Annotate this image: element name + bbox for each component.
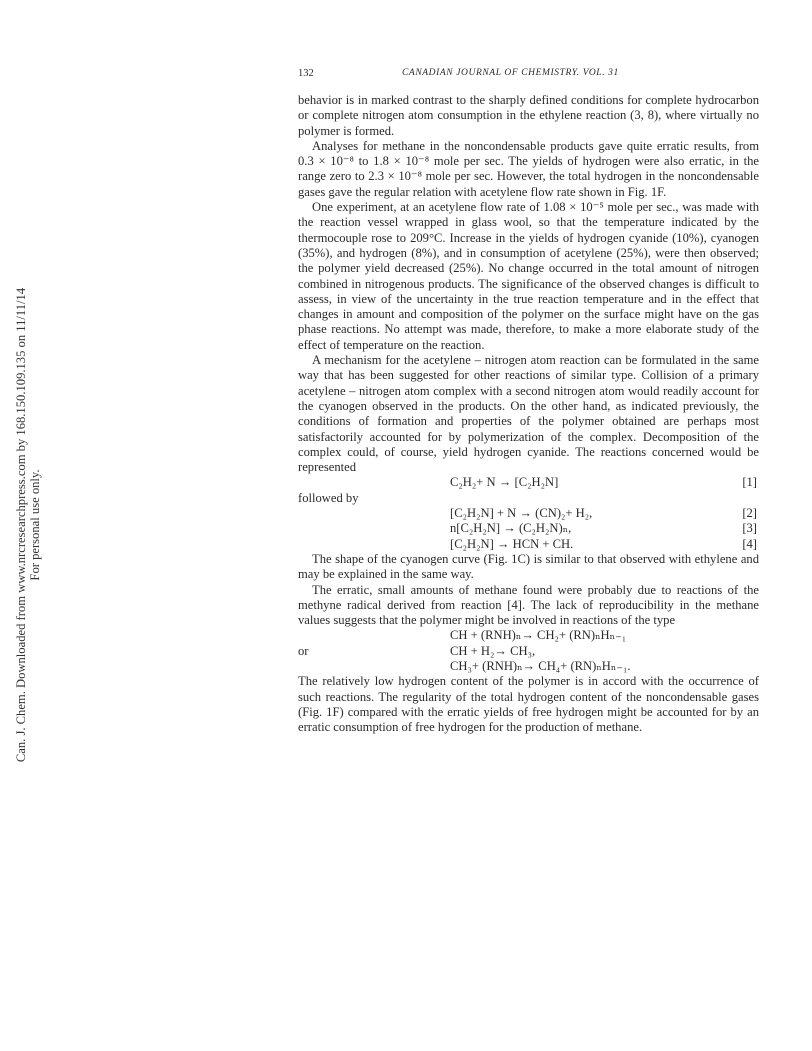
paragraph: The relatively low hydrogen content of the polymer is in accord with the occurrence of such reactions. The regularity of the total hydrogen content of the noncondensable gases (Fig. 1F) compared with the erratic yields of free hydrogen might be accounted for by an erratic consumption of free hydrogen for the production of methane. [298,674,759,735]
paragraph: The erratic, small amounts of methane found were probably due to reactions of the methyne radical derived from reaction [4]. The lack of reproducibility in the methane values suggests that the polymer might be involved in reactions of the type [298,582,759,628]
page-number: 132 [298,68,314,79]
equation-7 [298,659,759,674]
equation-number: [4] [742,536,757,551]
download-notice [14,225,42,825]
equation-4 [298,537,759,552]
paragraph: A mechanism for the acetylene – nitrogen atom reaction can be formulated in the same way that has been suggested for other reactions of similar type. Collision of a primary acetylene – nitrogen atom complex with a second nitrogen atom would readily account for the cyanogen observed in the products. On the other hand, as indicated previously, the conditions of formation and properties of the polymer obtained are perhaps most satisfactorily accounted for by polymerization of the complex. Decomposition of the complex could, of course, yield hydrogen cyanide. The reactions concerned would be represented [298,353,759,475]
equation-6 [298,644,759,659]
paragraph: behavior is in marked contrast to the sharply defined conditions for complete hydrocarbon or complete nitrogen atom consumption in the ethylene reaction (3, 8), where virtually no polymer is formed. [298,93,759,138]
followed-by-line [298,491,759,506]
paragraph: Analyses for methane in the noncondensable products gave quite erratic results, from 0.3 × 10⁻⁸ to 1.8 × 10⁻⁸ mole per sec. The yields of hydrogen were also erratic, in the range zero to 2.3 × 10⁻⁸ mole per sec. However, the total hydrogen in the noncondensable gases gave the regular relation with acetylene flow rate shown in Fig. 1F. [298,138,759,199]
followed-by-text: followed by [298,490,359,505]
article-body [298,93,759,735]
equation-1 [298,475,759,490]
equation-expression: [C₂H₂N] → HCN + CH. [450,536,574,551]
page-header [298,68,759,82]
equation-number: [2] [742,506,757,521]
equation-expression: [C₂H₂N] + N → (CN)₂+ H₂, [450,506,593,521]
equation-5 [298,628,759,643]
or-text: or [298,643,309,658]
download-notice-line1: Can. J. Chem. Downloaded from www.nrcresearchpress.com by 168.150.109.135 on 11/11/14 [14,287,28,763]
equation-expression: CH + (RNH)ₙ→ CH₂+ (RN)ₙHₙ₋₁ [450,628,627,643]
paragraph: One experiment, at an acetylene flow rate of 1.08 × 10⁻⁵ mole per sec., was made with the reaction vessel wrapped in glass wool, so that the temperature indicated by the thermocouple rose to 209°C. Increase in the yields of hydrogen cyanide (10%), cyanogen (35%), and hydrogen (8%), and in consumption of acetylene (25%), were then observed; the polymer yield decreased (25%). No change occurred in the total amount of nitrogen combined in nitrogenous products. The significance of the observed changes is difficult to assess, in view of the uncertainty in the true reaction temperature and in the effect that changes in amount and composition of the polymer on the surface might have on the gas phase reactions. No attempt was made, therefore, to make a more elaborate study of the effect of temperature on the reaction. [298,200,759,352]
paragraph: The shape of the cyanogen curve (Fig. 1C) is similar to that observed with ethylene and may be explained in the same way. [298,551,759,582]
equation-number: [3] [742,521,757,536]
equation-expression: n[C₂H₂N] → (C₂H₂N)ₙ, [450,521,572,536]
equation-expression: CH₃+ (RNH)ₙ→ CH₄+ (RN)ₙHₙ₋₁. [450,658,631,673]
download-notice-line2: For personal use only. [28,469,42,581]
equation-2 [298,506,759,521]
running-title: CANADIAN JOURNAL OF CHEMISTRY. VOL. 31 [402,68,619,78]
equation-number: [1] [742,475,757,490]
equation-expression: CH + H₂→ CH₃, [450,643,536,658]
equation-expression: C₂H₂+ N → [C₂H₂N] [450,475,559,490]
equation-3 [298,521,759,536]
